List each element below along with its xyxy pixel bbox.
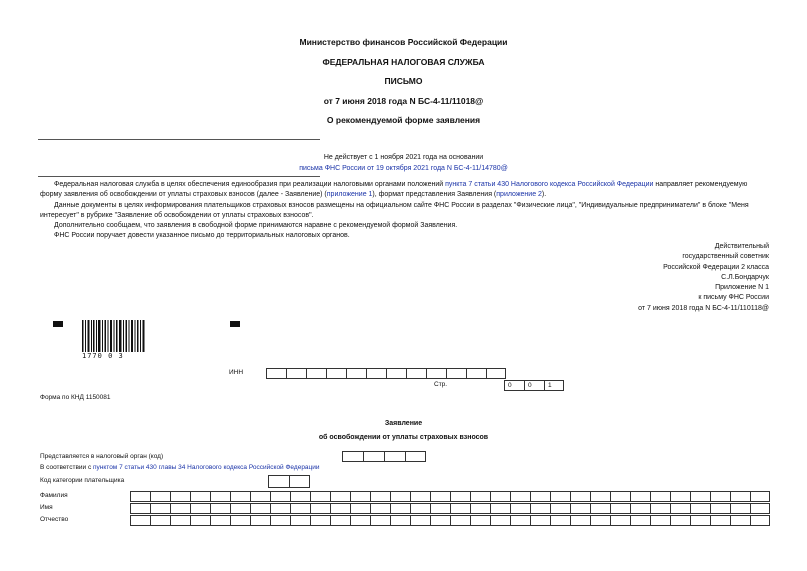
inn-cell[interactable] bbox=[306, 368, 326, 379]
payer-category-cell[interactable] bbox=[289, 475, 310, 488]
name-cell[interactable] bbox=[430, 503, 450, 514]
name-cell[interactable] bbox=[590, 491, 610, 502]
payer-category-input[interactable] bbox=[268, 475, 310, 488]
name-cell[interactable] bbox=[190, 491, 210, 502]
name-cell[interactable] bbox=[130, 515, 150, 526]
name-cell[interactable] bbox=[630, 515, 650, 526]
name-cell[interactable] bbox=[570, 491, 590, 502]
name-cell[interactable] bbox=[250, 503, 270, 514]
name-cell[interactable] bbox=[730, 515, 750, 526]
tax-organ-label: Представляется в налоговый орган (код) bbox=[40, 453, 164, 460]
name-cell[interactable] bbox=[590, 515, 610, 526]
inn-cell[interactable] bbox=[486, 368, 506, 379]
inn-cell[interactable] bbox=[286, 368, 306, 379]
payer-category-label: Код категории плательщика bbox=[40, 477, 125, 484]
form-subtitle: об освобождении от уплаты страховых взносов bbox=[318, 434, 489, 441]
form-marker-left bbox=[53, 321, 63, 327]
name-cell[interactable] bbox=[610, 491, 630, 502]
form-marker-right bbox=[230, 321, 240, 327]
name-cell[interactable] bbox=[590, 503, 610, 514]
name-cell[interactable] bbox=[630, 503, 650, 514]
name-cell[interactable] bbox=[670, 503, 690, 514]
inn-cell[interactable] bbox=[366, 368, 386, 379]
name-label: Имя bbox=[40, 504, 53, 511]
page-digit: 0 bbox=[524, 380, 544, 391]
name-cell[interactable] bbox=[370, 503, 390, 514]
name-cell[interactable] bbox=[730, 491, 750, 502]
status-note-text: Не действует с 1 ноября 2021 года на основании bbox=[323, 154, 484, 161]
name-cell[interactable] bbox=[430, 491, 450, 502]
name-cell[interactable] bbox=[370, 515, 390, 526]
attachment-number: Приложение N 1 bbox=[715, 284, 769, 292]
name-cell[interactable] bbox=[490, 503, 510, 514]
name-cell[interactable] bbox=[350, 491, 370, 502]
paragraph-3: Дополнительно сообщаем, что заявления в свободной форме принимаются наравне с рекомендуемой формой Заявления. bbox=[54, 222, 458, 230]
appendix-1-link[interactable]: приложение 1 bbox=[326, 191, 373, 199]
attachment-date: от 7 июня 2018 года N БС-4-11/110118@ bbox=[638, 304, 769, 312]
legal-basis: В соответствии с пунктом 7 статьи 430 главы 34 Налогового кодекса Российской Федерации bbox=[40, 464, 320, 471]
name-input[interactable] bbox=[130, 503, 770, 514]
paragraph-2: Данные документы в целях информирования плательщиков страховых взносов размещены на официальном сайте ФНС России в разделах "Физические лица", "Индивидуальные предприниматели" в блоке "Меня интересует" в рубрике "Заявление об освобождении от уплаты страховых взносов". bbox=[40, 201, 749, 219]
tax-organ-cell[interactable] bbox=[363, 451, 384, 462]
name-cell[interactable] bbox=[430, 515, 450, 526]
name-cell[interactable] bbox=[250, 491, 270, 502]
name-cell[interactable] bbox=[250, 515, 270, 526]
inn-label: ИНН bbox=[229, 369, 244, 376]
name-cell[interactable] bbox=[170, 491, 190, 502]
tax-organ-cell[interactable] bbox=[342, 451, 363, 462]
tax-organ-cell[interactable] bbox=[384, 451, 405, 462]
name-cell[interactable] bbox=[510, 491, 530, 502]
payer-category-cell[interactable] bbox=[268, 475, 289, 488]
name-cell[interactable] bbox=[150, 503, 170, 514]
name-cell[interactable] bbox=[690, 515, 710, 526]
name-cell[interactable] bbox=[570, 515, 590, 526]
signature-title-2: государственный советник bbox=[682, 253, 769, 261]
name-cell[interactable] bbox=[230, 491, 250, 502]
name-cell[interactable] bbox=[750, 491, 770, 502]
patronymic-label: Отчество bbox=[40, 516, 69, 523]
status-note bbox=[0, 152, 807, 174]
appendix-2-link[interactable]: приложение 2 bbox=[496, 191, 542, 199]
name-cell[interactable] bbox=[270, 503, 290, 514]
name-cell[interactable] bbox=[450, 515, 470, 526]
inn-input[interactable] bbox=[266, 368, 506, 379]
document-type: ПИСЬМО bbox=[384, 76, 423, 86]
name-cell[interactable] bbox=[150, 491, 170, 502]
name-cell[interactable] bbox=[490, 491, 510, 502]
name-cell[interactable] bbox=[310, 503, 330, 514]
inn-cell[interactable] bbox=[386, 368, 406, 379]
name-cell[interactable] bbox=[450, 491, 470, 502]
divider-top bbox=[38, 139, 320, 140]
name-cell[interactable] bbox=[470, 503, 490, 514]
name-cell[interactable] bbox=[450, 503, 470, 514]
letter-body bbox=[40, 180, 770, 242]
name-cell[interactable] bbox=[350, 515, 370, 526]
name-cell[interactable] bbox=[390, 515, 410, 526]
name-cell[interactable] bbox=[390, 503, 410, 514]
name-cell[interactable] bbox=[330, 503, 350, 514]
knd-form-code: Форма по КНД 1150081 bbox=[40, 394, 111, 401]
name-cell[interactable] bbox=[290, 491, 310, 502]
name-cell[interactable] bbox=[310, 491, 330, 502]
name-cell[interactable] bbox=[610, 515, 630, 526]
name-cell[interactable] bbox=[470, 515, 490, 526]
patronymic-input[interactable] bbox=[130, 515, 770, 526]
name-cell[interactable] bbox=[630, 491, 650, 502]
name-cell[interactable] bbox=[390, 491, 410, 502]
name-cell[interactable] bbox=[290, 515, 310, 526]
page-digit: 1 bbox=[544, 380, 564, 391]
name-cell[interactable] bbox=[750, 515, 770, 526]
name-cell[interactable] bbox=[530, 515, 550, 526]
name-cell[interactable] bbox=[230, 515, 250, 526]
tax-organ-cell[interactable] bbox=[405, 451, 426, 462]
name-cell[interactable] bbox=[750, 503, 770, 514]
name-cell[interactable] bbox=[170, 503, 190, 514]
barcode-bars-icon bbox=[82, 320, 146, 354]
name-cell[interactable] bbox=[650, 491, 670, 502]
legal-basis-link[interactable]: пунктом 7 статьи 430 главы 34 Налогового кодекса Российской Федерации bbox=[93, 464, 320, 471]
ministry-title: Министерство финансов Российской Федерации bbox=[299, 37, 508, 47]
name-cell[interactable] bbox=[130, 491, 150, 502]
name-cell[interactable] bbox=[570, 503, 590, 514]
name-cell[interactable] bbox=[530, 491, 550, 502]
name-cell[interactable] bbox=[310, 515, 330, 526]
inn-cell[interactable] bbox=[426, 368, 446, 379]
name-cell[interactable] bbox=[270, 515, 290, 526]
name-cell[interactable] bbox=[550, 503, 570, 514]
name-cell[interactable] bbox=[670, 491, 690, 502]
divider-bottom bbox=[38, 176, 320, 177]
barcode bbox=[82, 320, 146, 358]
signature-title-3: Российской Федерации 2 класса bbox=[663, 263, 769, 271]
inn-cell[interactable] bbox=[446, 368, 466, 379]
form-title: Заявление bbox=[384, 420, 423, 427]
name-cell[interactable] bbox=[230, 503, 250, 514]
name-cell[interactable] bbox=[510, 515, 530, 526]
name-cell[interactable] bbox=[290, 503, 310, 514]
inn-cell[interactable] bbox=[406, 368, 426, 379]
inn-cell[interactable] bbox=[346, 368, 366, 379]
name-cell[interactable] bbox=[130, 503, 150, 514]
page-digit: 0 bbox=[504, 380, 524, 391]
signature-title-1: Действительный bbox=[714, 243, 769, 250]
attachment-ref: к письму ФНС России bbox=[698, 294, 769, 302]
inn-cell[interactable] bbox=[466, 368, 486, 379]
name-cell[interactable] bbox=[690, 491, 710, 502]
status-note-link[interactable]: письма ФНС России от 19 октября 2021 года N БС-4-11/14780@ bbox=[299, 165, 508, 172]
name-cell[interactable] bbox=[370, 491, 390, 502]
name-cell[interactable] bbox=[690, 503, 710, 514]
name-cell[interactable] bbox=[550, 491, 570, 502]
surname-label: Фамилия bbox=[40, 492, 68, 499]
name-cell[interactable] bbox=[670, 515, 690, 526]
page-number-field bbox=[504, 380, 564, 391]
name-cell[interactable] bbox=[730, 503, 750, 514]
inn-cell[interactable] bbox=[326, 368, 346, 379]
name-cell[interactable] bbox=[710, 503, 730, 514]
name-cell[interactable] bbox=[410, 491, 430, 502]
name-cell[interactable] bbox=[510, 503, 530, 514]
name-cell[interactable] bbox=[650, 515, 670, 526]
name-cell[interactable] bbox=[550, 515, 570, 526]
barcode-number: 1770 0 3 bbox=[82, 352, 146, 360]
name-cell[interactable] bbox=[210, 503, 230, 514]
signature-block bbox=[638, 242, 769, 314]
document-date-number: от 7 июня 2018 года N БС-4-11/11018@ bbox=[323, 96, 484, 106]
tax-code-link[interactable]: пункта 7 статьи 430 Налогового кодекса Российской Федерации bbox=[445, 181, 654, 188]
signature-name: С.Л.Бондарчук bbox=[721, 273, 769, 281]
name-cell[interactable] bbox=[150, 515, 170, 526]
name-cell[interactable] bbox=[470, 491, 490, 502]
name-cell[interactable] bbox=[710, 491, 730, 502]
service-title: ФЕДЕРАЛЬНАЯ НАЛОГОВАЯ СЛУЖБА bbox=[322, 57, 485, 67]
name-cell[interactable] bbox=[410, 515, 430, 526]
paragraph-4: ФНС России поручает довести указанное письмо до территориальных налоговых органов. bbox=[54, 232, 350, 240]
surname-input[interactable] bbox=[130, 491, 770, 502]
page-label: Стр. bbox=[434, 381, 448, 388]
paragraph-1: Федеральная налоговая служба в целях обеспечения единообразия при реализации налоговыми органами положений пункта 7 статьи 430 Налогового кодекса Российской Федерации направляет рекомендуемую форму заявления об освобождении от уплаты страховых взносов (далее - Заявление) (приложение 1), формат представления Заявления (приложение 2). bbox=[40, 181, 748, 199]
name-cell[interactable] bbox=[350, 503, 370, 514]
name-cell[interactable] bbox=[330, 515, 350, 526]
name-cell[interactable] bbox=[270, 491, 290, 502]
name-cell[interactable] bbox=[210, 491, 230, 502]
inn-cell[interactable] bbox=[266, 368, 286, 379]
name-cell[interactable] bbox=[610, 503, 630, 514]
name-cell[interactable] bbox=[190, 503, 210, 514]
name-cell[interactable] bbox=[170, 515, 190, 526]
name-cell[interactable] bbox=[710, 515, 730, 526]
name-cell[interactable] bbox=[410, 503, 430, 514]
document-subject: О рекомендуемой форме заявления bbox=[326, 115, 481, 125]
name-cell[interactable] bbox=[210, 515, 230, 526]
tax-organ-code-input[interactable] bbox=[342, 451, 426, 462]
name-cell[interactable] bbox=[190, 515, 210, 526]
name-cell[interactable] bbox=[490, 515, 510, 526]
name-cell[interactable] bbox=[650, 503, 670, 514]
name-cell[interactable] bbox=[330, 491, 350, 502]
name-cell[interactable] bbox=[530, 503, 550, 514]
